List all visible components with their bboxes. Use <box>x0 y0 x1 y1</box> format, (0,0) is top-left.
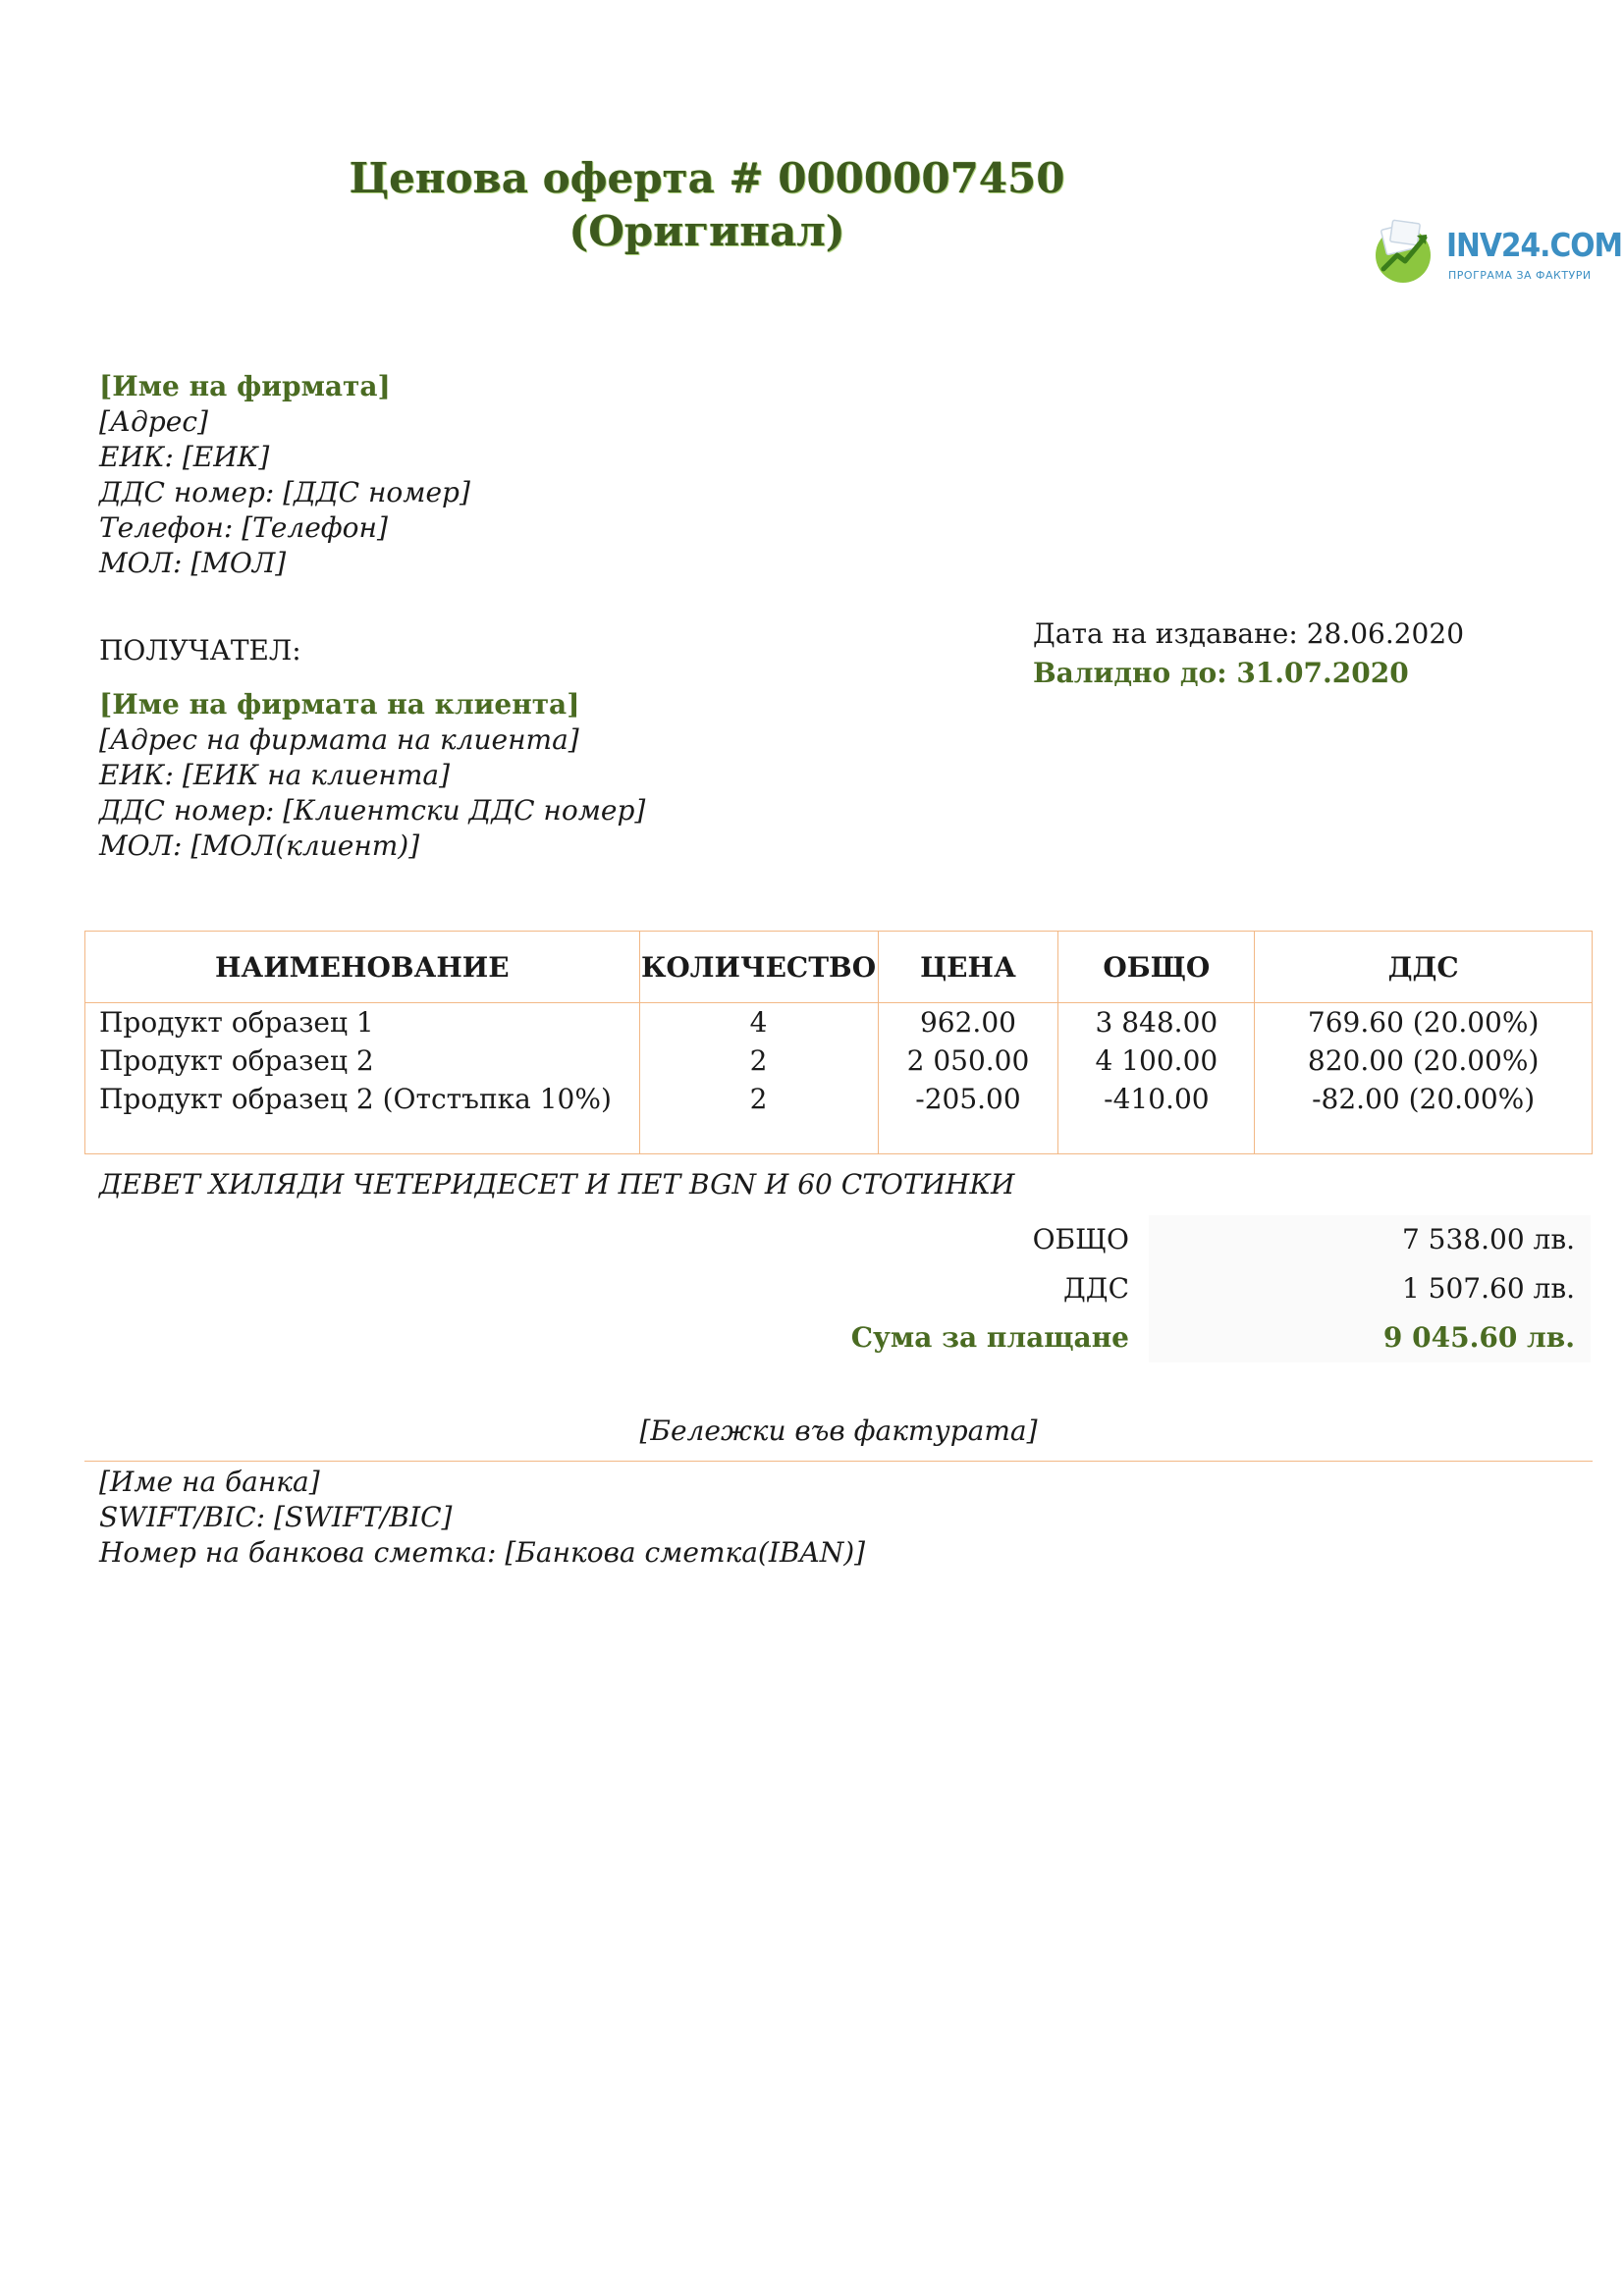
subtotal-label: ОБЩО <box>1032 1223 1129 1255</box>
col-header-price: ЦЕНА <box>878 932 1058 1003</box>
recipient-eik: ЕИК: [ЕИК на клиента] <box>99 759 451 791</box>
amount-due-row <box>825 1313 1591 1362</box>
logo-subtitle: ПРОГРАМА ЗА ФАКТУРИ <box>1448 269 1592 282</box>
table-header-row <box>85 932 1593 1003</box>
logo-icon <box>1370 218 1440 287</box>
item-vat: 769.60 (20.00%) <box>1255 1003 1593 1042</box>
item-vat: 820.00 (20.00%) <box>1255 1041 1593 1080</box>
col-header-qty: КОЛИЧЕСТВО <box>639 932 878 1003</box>
issuer-details <box>99 369 470 581</box>
subtotal-value: 7 538.00 лв. <box>1149 1215 1591 1264</box>
bank-name: [Име на банка] <box>99 1466 320 1498</box>
item-vat: -82.00 (20.00%) <box>1255 1080 1593 1154</box>
item-qty: 2 <box>639 1041 878 1080</box>
issuer-vat: ДДС номер: [ДДС номер] <box>99 476 470 508</box>
title-line-2: (Оригинал) <box>568 207 845 255</box>
items-table <box>84 931 1593 1154</box>
item-name: Продукт образец 2 (Отстъпка 10%) <box>85 1080 640 1154</box>
dates-block <box>1033 614 1464 693</box>
col-header-total: ОБЩО <box>1058 932 1255 1003</box>
item-qty: 2 <box>639 1080 878 1154</box>
valid-until-date: Валидно до: 31.07.2020 <box>1033 657 1409 689</box>
divider <box>84 1461 1593 1462</box>
bank-account: Номер на банкова сметка: [Банкова сметка(IBAN)] <box>99 1536 866 1569</box>
totals-block <box>825 1215 1591 1362</box>
issuer-eik: ЕИК: [ЕИК] <box>99 441 270 473</box>
recipient-mol: МОЛ: [МОЛ(клиент)] <box>99 829 420 862</box>
title-line-1: Ценова оферта # 0000007450 <box>349 154 1065 202</box>
issuer-company: [Име на фирмата] <box>99 370 391 402</box>
inv24-logo <box>1370 218 1623 289</box>
col-header-vat: ДДС <box>1255 932 1593 1003</box>
item-total: 3 848.00 <box>1058 1003 1255 1042</box>
document-title <box>295 152 1119 258</box>
invoice-notes: [Бележки във фактурата] <box>639 1415 1038 1447</box>
vat-row <box>825 1264 1591 1313</box>
amount-due-label: Сума за плащане <box>850 1321 1129 1354</box>
item-total: -410.00 <box>1058 1080 1255 1154</box>
subtotal-row <box>825 1215 1591 1264</box>
issue-date: Дата на издаване: 28.06.2020 <box>1033 617 1465 650</box>
recipient-vat: ДДС номер: [Клиентски ДДС номер] <box>99 794 646 827</box>
item-name: Продукт образец 1 <box>85 1003 640 1042</box>
item-price: -205.00 <box>878 1080 1058 1154</box>
recipient-company: [Име на фирмата на клиента] <box>99 688 580 721</box>
item-name: Продукт образец 2 <box>85 1041 640 1080</box>
amount-in-words: ДЕВЕТ ХИЛЯДИ ЧЕТЕРИДЕСЕТ И ПЕТ BGN И 60 СТОТИНКИ <box>99 1168 1015 1201</box>
issuer-address: [Адрес] <box>99 405 208 438</box>
recipient-details <box>99 687 645 864</box>
bank-swift: SWIFT/BIC: [SWIFT/BIC] <box>99 1501 453 1533</box>
item-price: 962.00 <box>878 1003 1058 1042</box>
logo-wordmark: INV24.COM <box>1446 226 1623 264</box>
col-header-name: НАИМЕНОВАНИЕ <box>85 932 640 1003</box>
table-row <box>85 1041 1593 1080</box>
issuer-mol: МОЛ: [МОЛ] <box>99 547 287 579</box>
amount-due-value: 9 045.60 лв. <box>1149 1313 1591 1362</box>
bank-details <box>99 1465 865 1571</box>
recipient-address: [Адрес на фирмата на клиента] <box>99 723 579 756</box>
table-row <box>85 1080 1593 1154</box>
recipient-label: ПОЛУЧАТЕЛ: <box>99 634 301 667</box>
issuer-phone: Телефон: [Телефон] <box>99 511 388 544</box>
table-row <box>85 1003 1593 1042</box>
vat-value: 1 507.60 лв. <box>1149 1264 1591 1313</box>
item-qty: 4 <box>639 1003 878 1042</box>
vat-label: ДДС <box>1063 1272 1129 1305</box>
item-total: 4 100.00 <box>1058 1041 1255 1080</box>
item-price: 2 050.00 <box>878 1041 1058 1080</box>
